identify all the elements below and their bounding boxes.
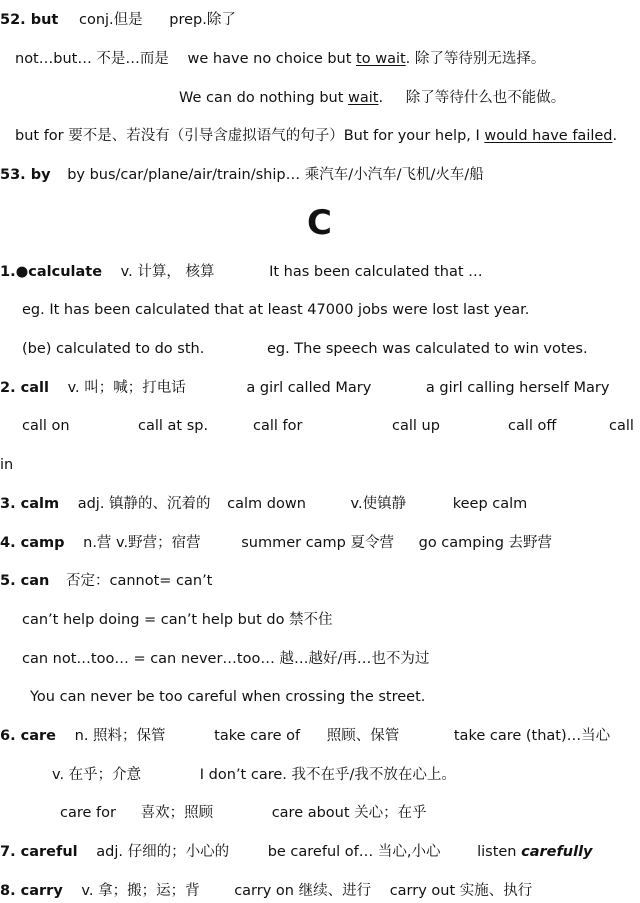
example-text: go camping 去野营 (418, 535, 553, 551)
example-text: (be) calculated to do sth. (22, 341, 205, 357)
example-text: care about 关心；在乎 (271, 805, 427, 821)
pos-text: v. 叫；喊；打电话 (67, 380, 186, 396)
entry-4-header (0, 533, 552, 553)
pos-text: adj. 镇静的、沉着的 (77, 496, 211, 512)
example-text: . 除了等待别无选择。 (405, 51, 546, 67)
phrase-item: call up (392, 418, 440, 434)
example-text: We can do nothing but (179, 90, 349, 106)
pos-text: prep.除了 (169, 12, 236, 28)
entry-number: 5. can (0, 573, 50, 589)
example-text: take care (that)…当心 (453, 728, 611, 744)
phrase-item: call at sp. (138, 418, 209, 434)
entry-3-header (0, 494, 527, 514)
example-line (179, 88, 565, 108)
example-text: keep calm (452, 496, 528, 512)
entry-52-header (0, 10, 236, 30)
example-text: 照顾、保管 (326, 728, 400, 744)
entry-number: 52. but (0, 12, 59, 28)
pos-text: v. 拿；搬；运；背 (81, 883, 200, 899)
pos-text: 否定：cannot= can’t (65, 573, 213, 589)
entry-8-header (0, 881, 532, 901)
entry-number: 3. calm (0, 496, 60, 512)
example-text: listen (477, 844, 522, 860)
entry-number: 4. camp (0, 535, 65, 551)
entry-number: 53. by (0, 167, 51, 183)
example-line (60, 803, 427, 823)
section-letter: C (307, 203, 332, 243)
example-line: can’t help doing = can’t help but do 禁不住 (22, 612, 333, 628)
entry-1-header (0, 262, 483, 282)
example-text: v.使镇静 (350, 496, 407, 512)
example-text: take care of (214, 728, 301, 744)
pos-text: v. 计算， 核算 (120, 264, 215, 280)
example-line: can not…too… = can never…too… 越…越好/再…也不为过 (22, 651, 430, 667)
example-text: a girl calling herself Mary (425, 380, 610, 396)
entry-6-header (0, 726, 610, 746)
entry-5-header (0, 571, 212, 591)
example-text: be careful of… 当心,小心 (267, 844, 441, 860)
phrase-item: call for (253, 418, 303, 434)
example-text: a girl called Mary (246, 380, 372, 396)
entry-number: 1.●calculate (0, 264, 103, 280)
wrapped-text: in (0, 457, 14, 473)
pos-text: n.营 v.野营；宿营 (83, 535, 201, 551)
entry-number: 7. careful (0, 844, 78, 860)
pos-text: adj. 仔细的；小心的 (96, 844, 230, 860)
example-text: by bus/car/plane/air/train/ship… 乘汽车/小汽车/飞机/火车/船 (67, 167, 484, 183)
pos-text: v. 在乎；介意 (52, 767, 142, 783)
example-text: summer camp 夏令营 (241, 535, 394, 551)
example-text: . (612, 128, 618, 144)
example-line (15, 49, 545, 69)
example-text: care for (60, 805, 116, 821)
example-line (15, 126, 617, 146)
example-text: calm down (227, 496, 306, 512)
phrase-item: call on (22, 418, 70, 434)
underlined-text: to wait (356, 51, 406, 67)
example-text: eg. The speech was calculated to win votes. (266, 341, 588, 357)
underlined-text: would have failed (484, 128, 613, 144)
entry-53-header (0, 165, 484, 185)
example-line (52, 765, 456, 785)
pos-text: n. 照料；保管 (74, 728, 166, 744)
example-text: 喜欢；照顾 (140, 805, 214, 821)
example-text: 除了等待什么也不能做。 (405, 90, 566, 106)
example-text: not…but… 不是…而是 (15, 51, 169, 67)
example-text: I don’t care. 我不在乎/我不放在心上。 (199, 767, 456, 783)
example-text: but for 要不是、若没有（引导含虚拟语气的句子）But for your help, I (15, 128, 485, 144)
entry-2-header (0, 378, 609, 398)
phrase-row (0, 416, 640, 436)
emphasized-text: carefully (521, 844, 593, 860)
entry-number: 6. care (0, 728, 57, 744)
example-line: You can never be too careful when crossing the street. (30, 689, 426, 705)
example-text: It has been calculated that … (269, 264, 483, 280)
entry-number: 8. carry (0, 883, 63, 899)
phrase-item: call off (508, 418, 557, 434)
pos-text: conj.但是 (78, 12, 143, 28)
phrase-item: call (609, 418, 634, 434)
example-text: . (378, 90, 384, 106)
entry-number: 2. call (0, 380, 49, 396)
example-line: eg. It has been calculated that at least 47000 jobs were lost last year. (22, 302, 530, 318)
example-text: we have no choice but (187, 51, 357, 67)
example-line (22, 339, 588, 359)
example-text: carry on 继续、进行 (234, 883, 372, 899)
entry-7-header (0, 842, 593, 862)
example-text: carry out 实施、执行 (389, 883, 533, 899)
underlined-text: wait (348, 90, 379, 106)
